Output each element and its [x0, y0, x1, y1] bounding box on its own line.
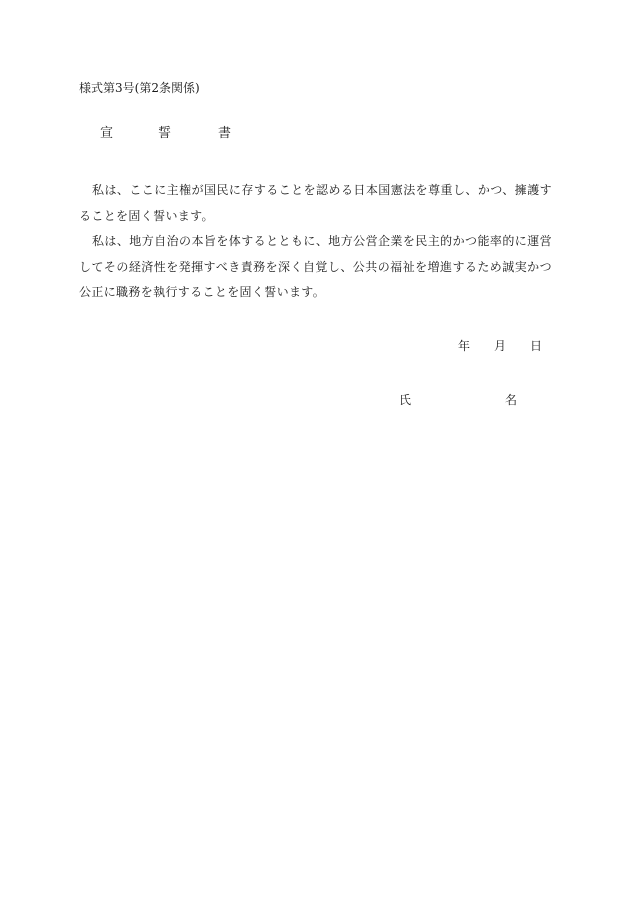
- oath-paragraph-constitution: 私は、ここに主権が国民に存することを認める日本国憲法を尊重し、かつ、擁護することを固く誓います。: [79, 183, 552, 223]
- oath-paragraph-duty: 私は、地方自治の本旨を体するとともに、地方公営企業を民主的かつ能率的に運営してその経済性を発揮すべき責務を深く自覚し、公共の福祉を増進するため誠実かつ公正に職務を執行することを固く誓います。: [79, 234, 552, 299]
- form-number: 様式第3号(第2条関係): [79, 81, 200, 95]
- title-char-3: 書: [218, 126, 232, 141]
- date-day-label: 日: [530, 339, 543, 353]
- title-char-1: 宣: [100, 126, 114, 141]
- title-char-2: 誓: [158, 126, 172, 141]
- oath-body: [79, 178, 552, 306]
- date-month-label: 月: [494, 339, 507, 353]
- name-label-surname: 氏: [399, 393, 412, 407]
- name-label-given: 名: [505, 393, 518, 407]
- date-year-label: 年: [458, 339, 471, 353]
